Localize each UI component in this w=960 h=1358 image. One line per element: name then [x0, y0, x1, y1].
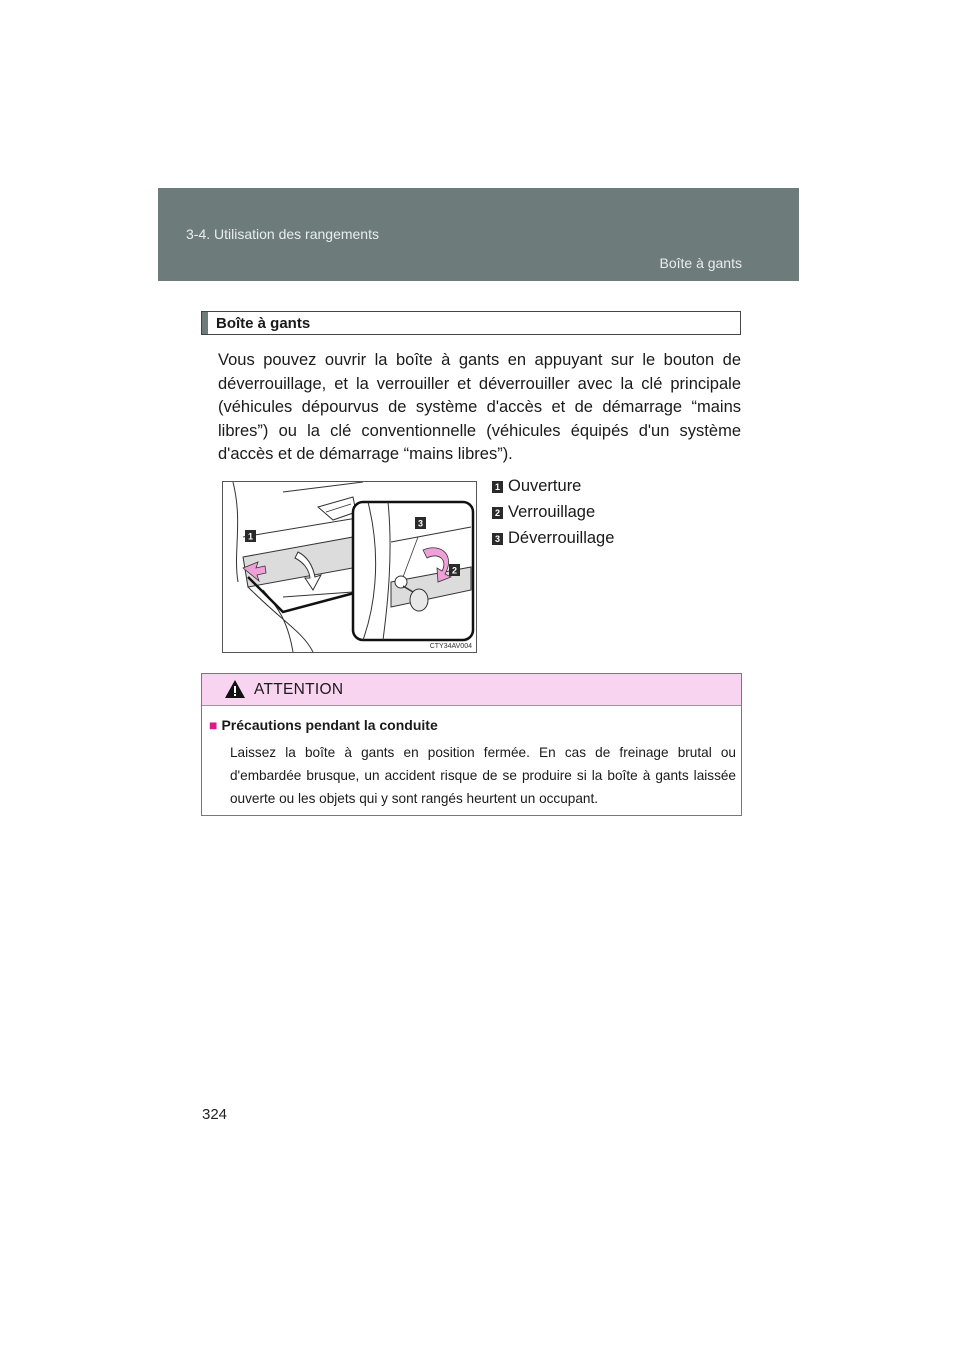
legend-number: 1 [492, 481, 503, 493]
header-page-title: Boîte à gants [659, 255, 742, 271]
page-header [158, 188, 799, 281]
svg-text:2: 2 [451, 565, 458, 576]
callout-2 [449, 564, 460, 576]
warning-box [201, 673, 742, 816]
svg-text:1: 1 [247, 531, 254, 542]
header-section-label: 3-4. Utilisation des rangements [186, 226, 379, 242]
callout-1 [245, 530, 256, 542]
legend-number: 3 [492, 533, 503, 545]
page-number: 324 [202, 1106, 228, 1123]
callout-3 [415, 517, 426, 529]
figure-code: CTY34AV004 [429, 643, 472, 650]
warning-text: Laissez la boîte à gants en position fermée. En cas de freinage brutal ou d'embardée brusque, un accident risque de se produire si la boîte à gants laissée ouverte ou les objets qui y sont rangés heurtent un occupant. [230, 745, 736, 806]
section-accent-bar [202, 312, 208, 334]
legend-label: Déverrouillage [508, 529, 615, 547]
warning-subheading-text: Précautions pendant la conduite [221, 717, 438, 733]
legend-number: 2 [492, 507, 503, 519]
warning-title: ATTENTION [254, 681, 344, 698]
warning-header [202, 674, 741, 706]
warning-triangle-icon [224, 679, 246, 699]
svg-text:3: 3 [417, 518, 424, 529]
section-heading [201, 311, 741, 335]
glove-box-drawing [223, 482, 476, 652]
legend-label: Ouverture [508, 477, 582, 495]
intro-paragraph: Vous pouvez ouvrir la boîte à gants en appuyant sur le bouton de déverrouillage, et la verrouiller et déverrouiller avec la clé principale (véhicules dépourvus de système d'accès et de démarrage “mains libres”) ou la clé conventionnelle (véhicules équipés d'un système d'accès et de démarrage “mains libres”). [218, 351, 741, 463]
square-bullet-icon: ■ [209, 717, 218, 733]
glove-box-illustration [222, 481, 477, 653]
warning-subheading [209, 717, 438, 733]
legend-label: Verrouillage [508, 503, 596, 521]
section-title: Boîte à gants [216, 315, 311, 332]
